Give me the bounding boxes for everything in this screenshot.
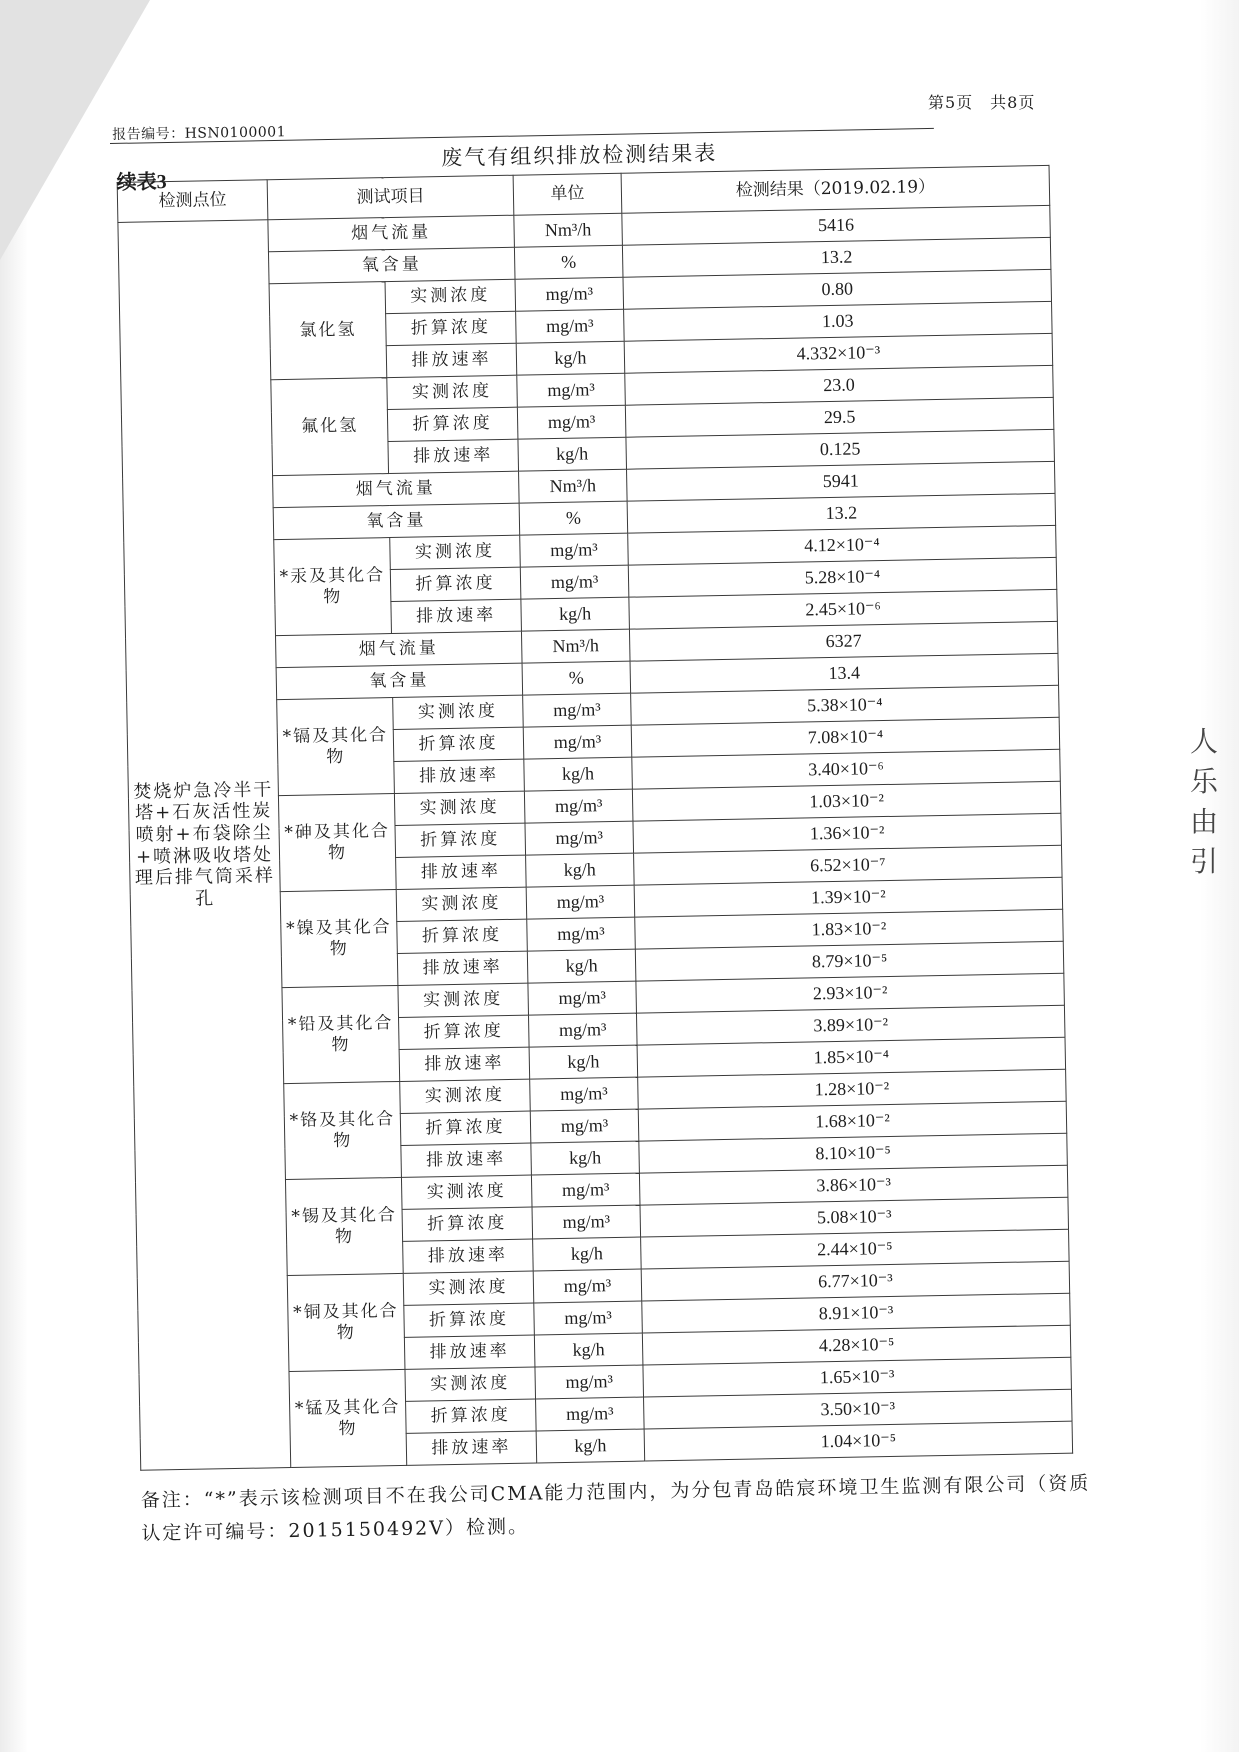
unit-cell: kg/h (518, 437, 627, 471)
sub-item: 排放速率 (386, 343, 517, 377)
sub-item: 折算浓度 (393, 727, 524, 761)
unit-cell: mg/m³ (528, 1013, 637, 1047)
test-item: 氧含量 (276, 663, 523, 700)
unit-cell: mg/m³ (516, 309, 625, 343)
unit-cell: mg/m³ (515, 277, 624, 311)
unit-cell: Nm³/h (514, 213, 623, 247)
result-value: 8.91×10⁻³ (642, 1293, 1071, 1333)
result-value: 4.28×10⁻⁵ (642, 1325, 1071, 1365)
test-item: 氧含量 (273, 503, 520, 540)
unit-cell: kg/h (524, 757, 633, 791)
result-value: 8.10×10⁻⁵ (639, 1133, 1068, 1173)
sub-item: 折算浓度 (387, 407, 518, 441)
sub-item: 排放速率 (388, 439, 519, 473)
unit-cell: mg/m³ (520, 533, 629, 567)
column-header-unit: 单位 (513, 173, 622, 215)
sub-item: 实测浓度 (400, 1079, 531, 1113)
result-value: 23.0 (625, 365, 1054, 405)
results-body (118, 205, 1073, 1470)
result-value: 3.86×10⁻³ (639, 1165, 1068, 1205)
unit-cell: mg/m³ (530, 1077, 639, 1111)
result-value: 3.89×10⁻² (636, 1005, 1065, 1045)
result-value: 5.08×10⁻³ (640, 1197, 1069, 1237)
result-value: 6.77×10⁻³ (641, 1261, 1070, 1301)
unit-cell: % (522, 661, 631, 695)
result-value: 1.28×10⁻² (638, 1069, 1067, 1109)
sub-item: 排放速率 (403, 1239, 534, 1273)
result-value: 1.65×10⁻³ (643, 1357, 1072, 1397)
side-stamp-char: 乐 (1190, 765, 1219, 798)
result-value: 1.85×10⁻⁴ (637, 1037, 1066, 1077)
pollutant-group: *铬及其化合物 (284, 1081, 402, 1179)
unit-cell: mg/m³ (526, 885, 635, 919)
sub-item: 排放速率 (401, 1143, 532, 1177)
pollutant-group: *铜及其化合物 (287, 1273, 405, 1371)
unit-cell: kg/h (533, 1237, 642, 1271)
pollutant-group: *汞及其化合物 (274, 538, 392, 636)
unit-cell: mg/m³ (534, 1301, 643, 1335)
result-value: 13.4 (630, 653, 1059, 693)
result-value: 4.12×10⁻⁴ (628, 525, 1057, 565)
unit-cell: mg/m³ (528, 981, 637, 1015)
result-value: 0.125 (626, 429, 1055, 469)
unit-cell: kg/h (527, 949, 636, 983)
column-header-location: 检测点位 (117, 180, 268, 223)
sub-item: 实测浓度 (396, 887, 527, 921)
unit-cell: mg/m³ (527, 917, 636, 951)
sub-item: 实测浓度 (405, 1367, 536, 1401)
result-value: 5416 (622, 205, 1051, 245)
result-value: 5941 (627, 461, 1056, 501)
unit-cell: mg/m³ (523, 693, 632, 727)
result-value: 1.36×10⁻² (633, 813, 1062, 853)
result-value: 0.80 (623, 269, 1052, 309)
sub-item: 折算浓度 (400, 1111, 531, 1145)
pollutant-group: *铅及其化合物 (282, 985, 400, 1083)
unit-cell: mg/m³ (533, 1269, 642, 1303)
sub-item: 排放速率 (394, 759, 525, 793)
result-value: 2.45×10⁻⁶ (629, 589, 1058, 629)
unit-cell: kg/h (534, 1333, 643, 1367)
side-stamp-char: 由 (1190, 805, 1219, 838)
sub-item: 排放速率 (406, 1431, 537, 1465)
result-value: 1.03×10⁻² (632, 781, 1061, 821)
result-value: 1.04×10⁻⁵ (644, 1421, 1073, 1461)
sub-item: 实测浓度 (390, 535, 521, 569)
sub-item: 折算浓度 (397, 919, 528, 953)
pollutant-group: *镍及其化合物 (280, 889, 398, 987)
unit-cell: Nm³/h (519, 469, 628, 503)
pollutant-group: *砷及其化合物 (278, 794, 396, 892)
unit-cell: % (514, 245, 623, 279)
result-value: 3.40×10⁻⁶ (632, 749, 1061, 789)
unit-cell: kg/h (536, 1429, 645, 1463)
pollutant-group: 氟化氢 (271, 378, 389, 476)
unit-cell: kg/h (529, 1045, 638, 1079)
result-value: 2.93×10⁻² (636, 973, 1065, 1013)
unit-cell: mg/m³ (535, 1365, 644, 1399)
result-value: 5.38×10⁻⁴ (631, 685, 1060, 725)
footnote: 备注：“*”表示该检测项目不在我公司CMA能力范围内，为分包青岛皓宸环境卫生监测有限公司（资质认定许可编号：2015150492V）检测。 (140, 1472, 1091, 1546)
unit-cell: kg/h (531, 1141, 640, 1175)
sub-item: 折算浓度 (402, 1207, 533, 1241)
report-number: 报告编号：HSN0100001 (112, 124, 287, 143)
unit-cell: mg/m³ (517, 373, 626, 407)
result-value: 29.5 (625, 397, 1054, 437)
unit-cell: mg/m³ (523, 725, 632, 759)
result-value: 2.44×10⁻⁵ (641, 1229, 1070, 1269)
side-stamp-char: 人 (1190, 725, 1219, 758)
result-value: 4.332×10⁻³ (624, 333, 1053, 373)
unit-cell: kg/h (526, 853, 635, 887)
sampling-location: 焚烧炉急冷半干塔+石灰活性炭喷射+布袋除尘+喷淋吸收塔处理后排气筒采样孔 (118, 220, 291, 1471)
sub-item: 折算浓度 (390, 567, 521, 601)
test-item: 烟气流量 (275, 631, 522, 668)
sub-item: 折算浓度 (395, 823, 526, 857)
test-item: 氧含量 (268, 247, 515, 284)
test-item: 烟气流量 (273, 471, 520, 508)
results-table (117, 165, 1073, 1471)
sub-item: 排放速率 (399, 1047, 530, 1081)
result-value: 6327 (629, 621, 1058, 661)
result-value: 1.83×10⁻² (635, 909, 1064, 949)
unit-cell: kg/h (516, 341, 625, 375)
pollutant-group: *锰及其化合物 (289, 1369, 407, 1467)
side-stamp-char: 引 (1190, 845, 1219, 878)
result-value: 1.68×10⁻² (638, 1101, 1067, 1141)
sub-item: 排放速率 (397, 951, 528, 985)
page-number: 第5页 共8页 (928, 93, 1036, 112)
pollutant-group: *锡及其化合物 (285, 1177, 403, 1275)
unit-cell: mg/m³ (530, 1109, 639, 1143)
result-value: 6.52×10⁻⁷ (634, 845, 1063, 885)
sub-item: 实测浓度 (393, 695, 524, 729)
result-value: 8.79×10⁻⁵ (635, 941, 1064, 981)
pollutant-group: *镉及其化合物 (277, 698, 395, 796)
page-title: 废气有组织排放检测结果表 (441, 140, 718, 171)
sub-item: 折算浓度 (406, 1399, 537, 1433)
sub-item: 实测浓度 (385, 279, 516, 313)
result-value: 3.50×10⁻³ (644, 1389, 1073, 1429)
sub-item: 排放速率 (391, 599, 522, 633)
sub-item: 排放速率 (396, 855, 527, 889)
side-stamp-mark (1190, 720, 1220, 880)
sub-item: 实测浓度 (398, 983, 529, 1017)
sub-item: 实测浓度 (394, 791, 525, 825)
unit-cell: mg/m³ (517, 405, 626, 439)
pollutant-group: 氯化氢 (269, 282, 387, 380)
table-label: 续表3 (116, 171, 167, 194)
column-header-item: 测试项目 (267, 175, 514, 220)
unit-cell: mg/m³ (525, 821, 634, 855)
document-body (116, 129, 1091, 1551)
sub-item: 实测浓度 (403, 1271, 534, 1305)
test-item: 烟气流量 (268, 215, 515, 252)
sub-item: 排放速率 (404, 1335, 535, 1369)
unit-cell: mg/m³ (532, 1205, 641, 1239)
unit-cell: mg/m³ (520, 565, 629, 599)
sub-item: 实测浓度 (401, 1175, 532, 1209)
unit-cell: mg/m³ (524, 789, 633, 823)
result-value: 1.03 (624, 301, 1053, 341)
result-value: 13.2 (627, 493, 1056, 533)
unit-cell: mg/m³ (536, 1397, 645, 1431)
result-value: 1.39×10⁻² (634, 877, 1063, 917)
sub-item: 折算浓度 (404, 1303, 535, 1337)
sub-item: 实测浓度 (387, 375, 518, 409)
column-header-result: 检测结果（2019.02.19） (621, 165, 1050, 213)
result-value: 5.28×10⁻⁴ (628, 557, 1057, 597)
result-value: 7.08×10⁻⁴ (631, 717, 1060, 757)
unit-cell: Nm³/h (521, 629, 630, 663)
result-value: 13.2 (622, 237, 1051, 277)
unit-cell: kg/h (521, 597, 630, 631)
sub-item: 折算浓度 (386, 311, 517, 345)
sub-item: 折算浓度 (399, 1015, 530, 1049)
unit-cell: % (519, 501, 628, 535)
unit-cell: mg/m³ (531, 1173, 640, 1207)
